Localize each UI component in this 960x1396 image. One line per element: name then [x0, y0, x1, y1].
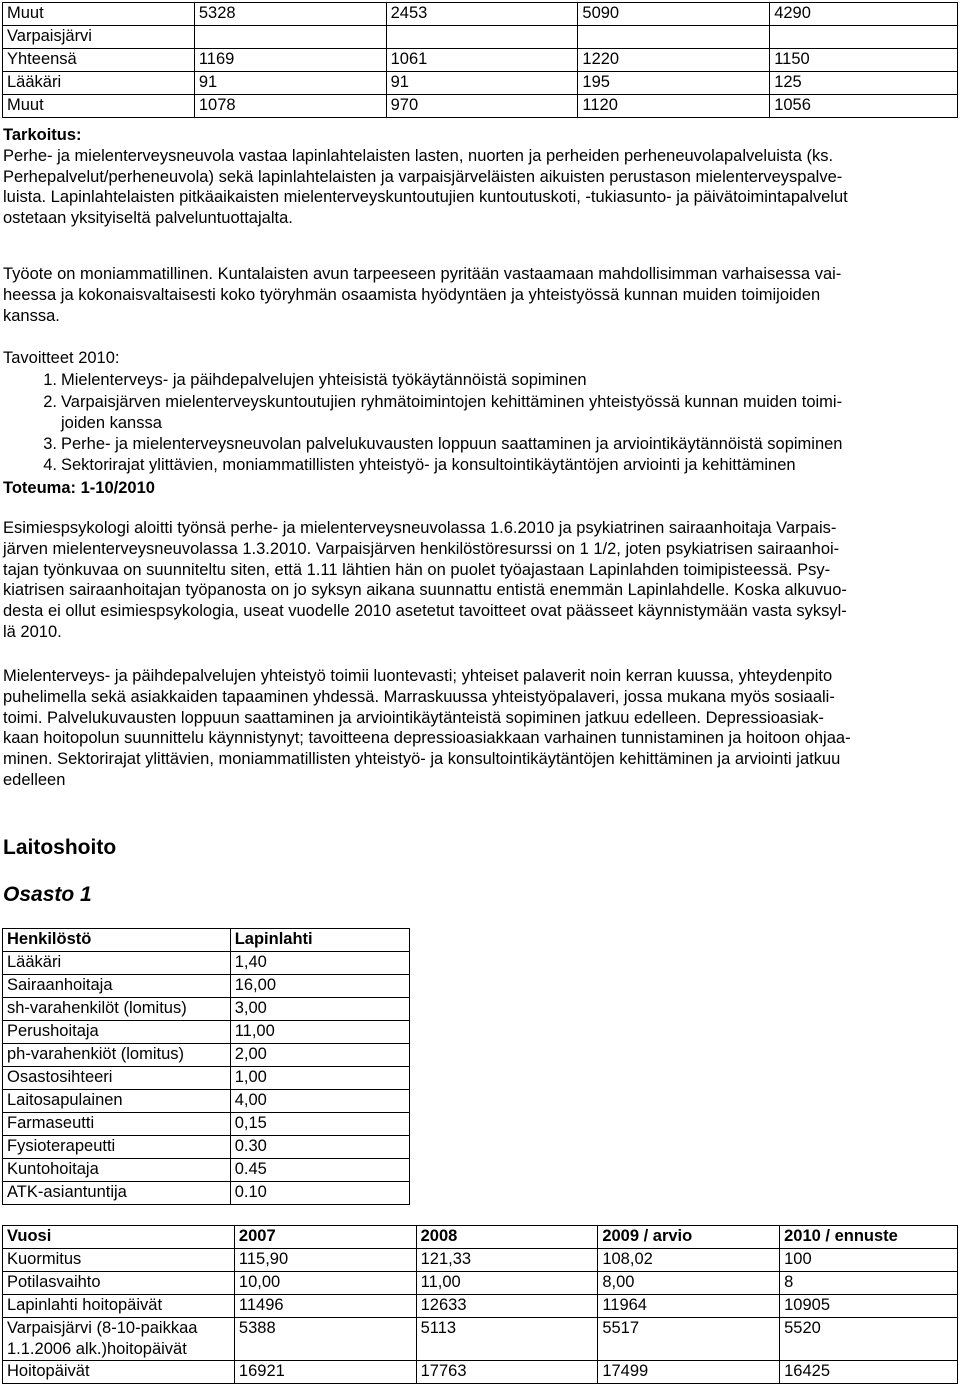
- text-line: järven mielenterveysneuvolassa 1.3.2010. Varpaisjärven henkilöstöresurssi on 1 1/2, joten psykiatrisen sairaanhoi-: [3, 539, 840, 558]
- text-line: heessa ja kokonaisvaltaisesti koko työryhmän osaamista hyödyntäen ja yhteistyössä kunnan muiden toimijoiden: [3, 285, 821, 304]
- table-cell: 5328: [194, 3, 386, 26]
- text-line: Perhepalvelut/perheneuvola) sekä lapinlahtelaisten ja varpaisjärveläisten aikuisten perustason mielenterveyspalve-: [3, 167, 843, 186]
- table-cell: Varpaisjärvi: [3, 26, 195, 49]
- goal-text: joiden kanssa: [61, 414, 162, 432]
- table-cell: 8,00: [598, 1272, 780, 1295]
- text-line: kanssa.: [3, 306, 60, 325]
- table-cell: 1056: [770, 95, 958, 118]
- table-cell: 16425: [780, 1361, 958, 1384]
- column-header: Vuosi: [3, 1226, 235, 1249]
- table-cell: 0.45: [230, 1159, 409, 1182]
- goal-item: [3, 392, 943, 413]
- table-row: [3, 3, 958, 26]
- table-cell: 5090: [578, 3, 770, 26]
- section-title: Laitoshoito: [3, 836, 117, 859]
- column-header: 2010 / ennuste: [780, 1226, 958, 1249]
- work-section: [3, 264, 953, 326]
- table-cell: [770, 26, 958, 49]
- outcome-paragraph-2: [3, 666, 953, 791]
- table-row: [3, 975, 410, 998]
- table-cell: ph-varahenkiöt (lomitus): [3, 1044, 231, 1067]
- text-line: edelleen: [3, 770, 66, 789]
- text-line: desta ei ollut esimiespsykologia, useat vuodelle 2010 asetetut tavoitteet ovat päässeet käynnistymään vasta syksyl-: [3, 602, 847, 621]
- text-line: Esimiespsykologi aloitti työnsä perhe- ja mielenterveysneuvolassa 1.6.2010 ja psykiatrinen sairaanhoitaja Varpais-: [3, 519, 837, 537]
- table-cell: 12633: [416, 1295, 598, 1318]
- table-cell: Kuntohoitaja: [3, 1159, 231, 1182]
- column-header: 2007: [234, 1226, 416, 1249]
- table-cell: 11964: [598, 1295, 780, 1318]
- text-line: luista. Lapinlahtelaisten pitkäaikaisten mielenterveyskuntoutujien kuntoutuskoti, -tukiasunto- ja päivätoimintapalvelut: [3, 188, 848, 207]
- table-cell: Lääkäri: [3, 952, 231, 975]
- table-cell: 1150: [770, 49, 958, 72]
- table-cell: 970: [386, 95, 578, 118]
- column-header: Henkilöstö: [3, 929, 231, 952]
- table-cell: 0,15: [230, 1113, 409, 1136]
- goal-number: 1.: [43, 371, 57, 389]
- goal-number: 3.: [43, 435, 57, 453]
- table-row: [3, 95, 958, 118]
- table-cell: 1169: [194, 49, 386, 72]
- table-cell: 4290: [770, 3, 958, 26]
- table-row: [3, 1067, 410, 1090]
- table-row: [3, 1044, 410, 1067]
- goal-item: [3, 455, 943, 476]
- text-line: kiatrisen sairaanhoitajan työpanosta on jo syksyn aikana suunnattu entistä enemmän Lapinlahdelle. Koska alkuvuo-: [3, 581, 847, 600]
- table-row: [3, 1159, 410, 1182]
- text-line: Perhe- ja mielenterveysneuvola vastaa lapinlahtelaisten lasten, nuorten ja perheiden perheneuvolapalveluista (ks.: [3, 146, 834, 165]
- table-cell: Lapinlahti hoitopäivät: [3, 1295, 235, 1318]
- table-row: [3, 1361, 958, 1384]
- table-cell: Lääkäri: [3, 72, 195, 95]
- table-row: [3, 72, 958, 95]
- table-cell: 5113: [416, 1318, 598, 1361]
- outcome-paragraph-1: [3, 518, 953, 643]
- table-cell: Yhteensä: [3, 49, 195, 72]
- table-cell: 91: [194, 72, 386, 95]
- goal-item-continuation: [3, 413, 943, 434]
- table-cell: Muut: [3, 95, 195, 118]
- table-cell: 1,40: [230, 952, 409, 975]
- top-stats-table: [2, 2, 958, 118]
- table-header-row: [3, 929, 410, 952]
- goal-item: [3, 370, 943, 391]
- column-header: 2009 / arvio: [598, 1226, 780, 1249]
- table-row: [3, 1113, 410, 1136]
- table-cell: 8: [780, 1272, 958, 1295]
- table-row: [3, 1295, 958, 1318]
- table-cell: 16921: [234, 1361, 416, 1384]
- table-cell: 108,02: [598, 1249, 780, 1272]
- table-row: [3, 1249, 958, 1272]
- table-cell: 17499: [598, 1361, 780, 1384]
- table-cell: 1061: [386, 49, 578, 72]
- text-line: tajan työnkuvaa on suunniteltu siten, että 1.11 lähtien hän on puolet työajastaan Lapinlahden toimipisteessä. Psy-: [3, 560, 831, 579]
- table-cell: Osastosihteeri: [3, 1067, 231, 1090]
- table-header-row: [3, 1226, 958, 1249]
- table-row: [3, 1136, 410, 1159]
- table-cell: 0.30: [230, 1136, 409, 1159]
- table-cell: 100: [780, 1249, 958, 1272]
- table-row: [3, 49, 958, 72]
- goals-heading: Tavoitteet 2010:: [3, 349, 120, 367]
- table-row: [3, 952, 410, 975]
- table-cell: 1078: [194, 95, 386, 118]
- column-header: 2008: [416, 1226, 598, 1249]
- goal-text: Sektorirajat ylittävien, moniammatillisten yhteistyö- ja konsultointikäytäntöjen arviointi ja kehittäminen: [61, 456, 796, 474]
- table-cell: [194, 26, 386, 49]
- table-cell: 115,90: [234, 1249, 416, 1272]
- table-row: [3, 26, 958, 49]
- text-line: kaan hoitopolun suunnittelu käynnistynyt; tavoitteena depressioasiakkaan varhainen tunnistaminen ja hoitoon ohjaa-: [3, 729, 851, 748]
- table-cell: 11496: [234, 1295, 416, 1318]
- table-cell: Laitosapulainen: [3, 1090, 231, 1113]
- table-cell: 16,00: [230, 975, 409, 998]
- table-row: [3, 1318, 958, 1361]
- table-cell: 1220: [578, 49, 770, 72]
- table-cell: ATK-asiantuntija: [3, 1182, 231, 1205]
- cell-line: 1.1.2006 alk.)hoitopäivät: [7, 1340, 187, 1358]
- table-cell: [3, 1318, 235, 1361]
- goal-item: [3, 434, 943, 455]
- table-cell: 11,00: [230, 1021, 409, 1044]
- goal-text: Varpaisjärven mielenterveyskuntoutujien ryhmätoimintojen kehittäminen yhteistyössä kunnan muiden toimi-: [61, 393, 843, 411]
- subsection-title: Osasto 1: [3, 883, 92, 906]
- table-cell: Potilasvaihto: [3, 1272, 235, 1295]
- text-line: toimi. Palvelukuvausten loppuun saattaminen ja arviointikäytänteistä sopiminen jatkuu edelleen. Depressioasiak-: [3, 708, 824, 727]
- table-cell: Hoitopäivät: [3, 1361, 235, 1384]
- table-cell: Kuormitus: [3, 1249, 235, 1272]
- year-table: [2, 1225, 958, 1384]
- cell-line: Varpaisjärvi (8-10-paikkaa: [7, 1319, 198, 1337]
- table-cell: 10905: [780, 1295, 958, 1318]
- table-row: [3, 1272, 958, 1295]
- table-cell: Farmaseutti: [3, 1113, 231, 1136]
- table-cell: 121,33: [416, 1249, 598, 1272]
- table-cell: 2,00: [230, 1044, 409, 1067]
- goal-text: Mielenterveys- ja päihdepalvelujen yhteisistä työkäytännöistä sopiminen: [61, 371, 587, 389]
- text-line: ostetaan yksityiseltä palveluntuottajalta.: [3, 209, 293, 228]
- table-cell: 3,00: [230, 998, 409, 1021]
- table-cell: Muut: [3, 3, 195, 26]
- table-cell: Fysioterapeutti: [3, 1136, 231, 1159]
- table-cell: [578, 26, 770, 49]
- text-line: lä 2010.: [3, 622, 62, 641]
- outcome-heading: Toteuma: 1-10/2010: [3, 479, 155, 497]
- text-line: minen. Sektorirajat ylittävien, moniammatillisten yhteistyö- ja konsultointikäytäntöjen kehittäminen ja arviointi jatkuu: [3, 750, 841, 769]
- table-row: [3, 1090, 410, 1113]
- goal-text: Perhe- ja mielenterveysneuvolan palvelukuvausten loppuun saattaminen ja arviointikäytännöistä sopiminen: [61, 435, 843, 453]
- table-cell: 5520: [780, 1318, 958, 1361]
- table-cell: 1,00: [230, 1067, 409, 1090]
- table-cell: 5388: [234, 1318, 416, 1361]
- table-cell: 5517: [598, 1318, 780, 1361]
- text-line: puhelimella sekä asiakkaiden tapaaminen yhdessä. Marraskuussa yhteistyöpalaveri, jossa mukana myös sosiaali-: [3, 687, 835, 706]
- table-cell: 91: [386, 72, 578, 95]
- table-cell: 11,00: [416, 1272, 598, 1295]
- table-cell: 125: [770, 72, 958, 95]
- table-cell: 1120: [578, 95, 770, 118]
- table-cell: [386, 26, 578, 49]
- table-cell: 195: [578, 72, 770, 95]
- table-cell: sh-varahenkilöt (lomitus): [3, 998, 231, 1021]
- goal-number: 2.: [43, 393, 57, 411]
- table-cell: Sairaanhoitaja: [3, 975, 231, 998]
- table-row: [3, 1021, 410, 1044]
- purpose-section: [3, 125, 953, 229]
- table-cell: 4,00: [230, 1090, 409, 1113]
- table-row: [3, 998, 410, 1021]
- table-cell: 17763: [416, 1361, 598, 1384]
- column-header: Lapinlahti: [230, 929, 409, 952]
- text-line: Mielenterveys- ja päihdepalvelujen yhteistyö toimii luontevasti; yhteiset palaverit noin kerran kuussa, yhteydenpito: [3, 667, 833, 685]
- text-line: Työote on moniammatillinen. Kuntalaisten avun tarpeeseen pyritään vastaamaan mahdollisimman varhaisessa vai-: [3, 265, 842, 283]
- goal-number: 4.: [43, 456, 57, 474]
- table-cell: 10,00: [234, 1272, 416, 1295]
- table-cell: 2453: [386, 3, 578, 26]
- table-row: [3, 1182, 410, 1205]
- staff-table: [2, 928, 410, 1205]
- table-cell: Perushoitaja: [3, 1021, 231, 1044]
- table-cell: 0.10: [230, 1182, 409, 1205]
- purpose-heading: Tarkoitus:: [3, 126, 82, 144]
